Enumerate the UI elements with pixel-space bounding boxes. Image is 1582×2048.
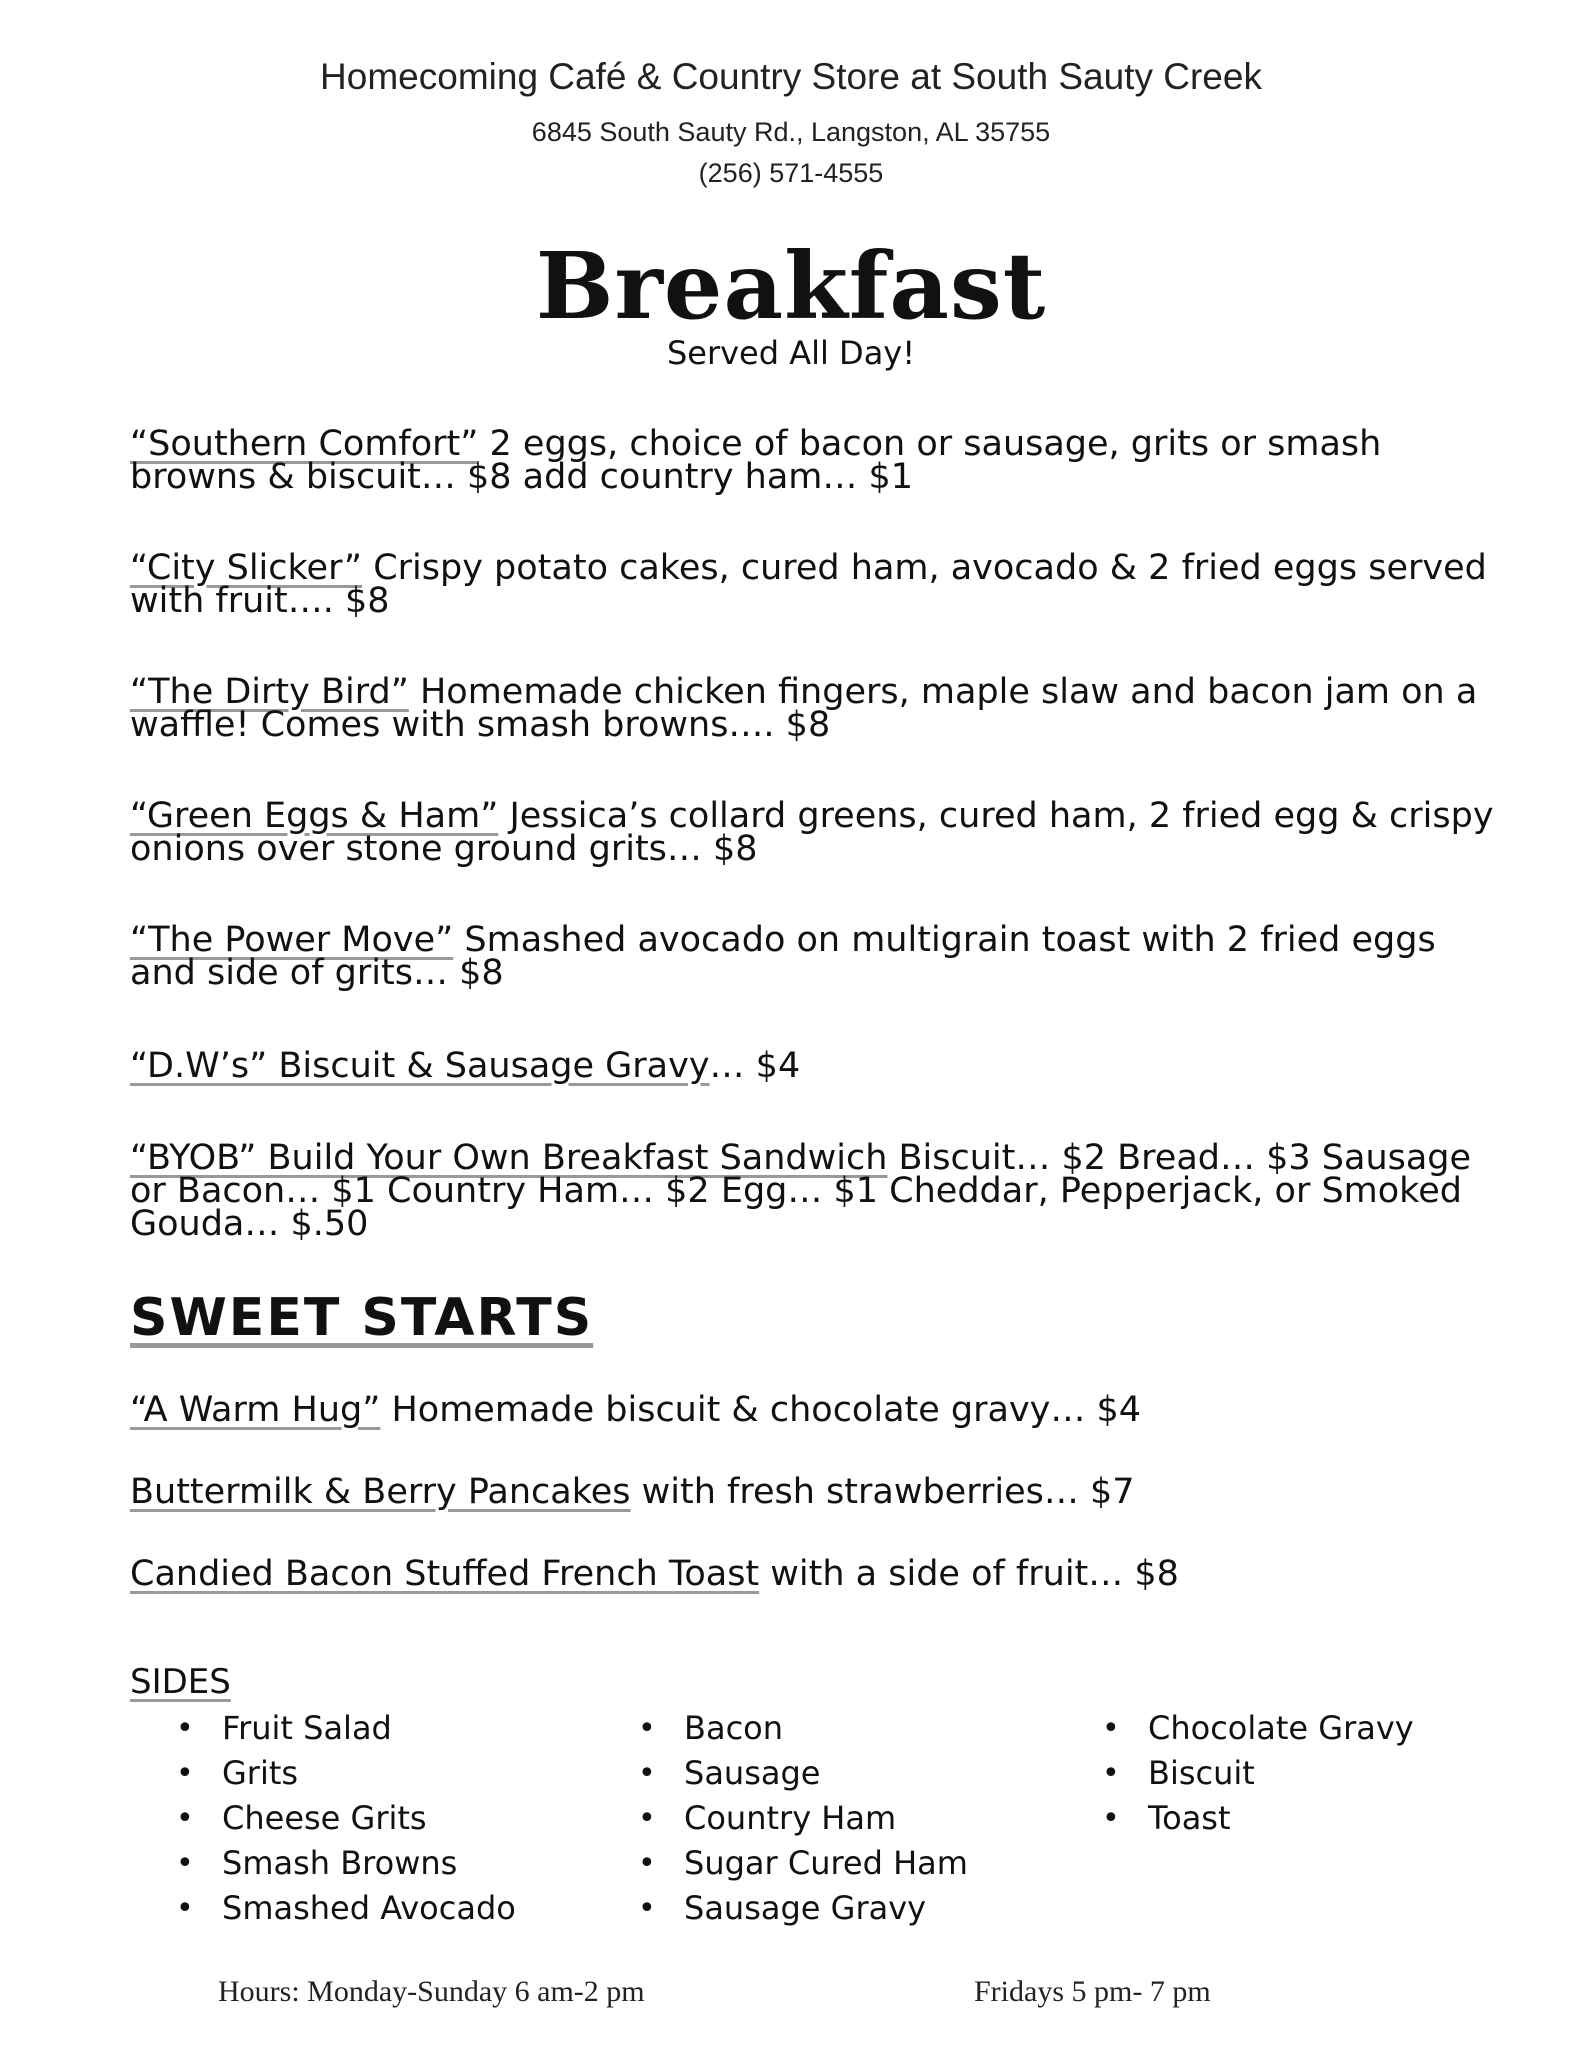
item-name: “A Warm Hug”: [130, 1390, 381, 1430]
side-item: • Sausage Gravy: [638, 1886, 968, 1931]
menu-item-french-toast: [130, 1554, 1500, 1594]
item-name: “The Power Move”: [130, 920, 454, 960]
side-item: • Toast: [1102, 1796, 1414, 1841]
cafe-address: 6845 South Sauty Rd., Langston, AL 35755: [531, 117, 1051, 147]
hours-text: Hours: Monday-Sunday 6 am-2 pm: [218, 1975, 645, 2008]
side-item: • Chocolate Gravy: [1102, 1706, 1414, 1751]
cafe-name: Homecoming Café & Country Store at South Sauty Creek: [320, 56, 1262, 97]
item-description: Jessica’s collard greens, cured ham, 2 fried egg & crispy onions over stone ground grits… $8: [130, 796, 1494, 869]
side-item: • Cheese Grits: [176, 1796, 516, 1841]
menu-item-southern-comfort: [130, 424, 1500, 497]
side-item: • Bacon: [638, 1706, 968, 1751]
menu-item-byob: [130, 1138, 1500, 1244]
menu-item-green-eggs-ham: [130, 796, 1500, 869]
sides-list-column-2: [638, 1706, 968, 1931]
side-item: • Sugar Cured Ham: [638, 1841, 968, 1886]
item-description: with fresh strawberries… $7: [630, 1472, 1135, 1512]
menu-item-biscuit-gravy: [130, 1046, 1500, 1086]
item-name: “D.W’s” Biscuit & Sausage Gravy: [130, 1046, 710, 1086]
sides-heading: SIDES: [130, 1662, 231, 1702]
menu-item-pancakes: [130, 1472, 1500, 1512]
cafe-phone: (256) 571-4555: [698, 158, 884, 188]
item-name: “City Slicker”: [130, 548, 363, 588]
sides-list-column-3: [1102, 1706, 1414, 1841]
sides-list-column-1: [176, 1706, 516, 1931]
item-description: Smashed avocado on multigrain toast with 2 fried eggs and side of grits… $8: [130, 920, 1436, 993]
side-item: • Sausage: [638, 1751, 968, 1796]
side-item: • Country Ham: [638, 1796, 968, 1841]
item-description: with a side of fruit… $8: [759, 1554, 1179, 1594]
menu-item-city-slicker: [130, 548, 1500, 621]
side-item: • Biscuit: [1102, 1751, 1414, 1796]
fridays-hours-text: Fridays 5 pm- 7 pm: [974, 1975, 1211, 2008]
item-name: Candied Bacon Stuffed French Toast: [130, 1554, 760, 1594]
menu-item-dirty-bird: [130, 672, 1500, 745]
side-item: • Smashed Avocado: [176, 1886, 516, 1931]
menu-item-power-move: [130, 920, 1500, 993]
item-name: “Southern Comfort”: [130, 424, 479, 464]
item-description: Biscuit… $2 Bread… $3 Sausage or Bacon… $1 Country Ham… $2 Egg… $1 Cheddar, Pepperjack, or Smoked Gouda… $.50: [130, 1138, 1472, 1244]
menu-subtitle: Served All Day!: [666, 334, 916, 372]
item-description: Homemade chicken fingers, maple slaw and bacon jam on a waffle! Comes with smash browns…. $8: [130, 672, 1478, 745]
item-description: 2 eggs, choice of bacon or sausage, grits or smash browns & biscuit… $8 add country ham… $1: [130, 424, 1382, 497]
menu-item-warm-hug: [130, 1390, 1500, 1430]
menu-title: Breakfast: [535, 232, 1047, 340]
item-name: Buttermilk & Berry Pancakes: [130, 1472, 631, 1512]
item-description: … $4: [709, 1046, 801, 1086]
item-description: Crispy potato cakes, cured ham, avocado & 2 fried eggs served with fruit…. $8: [130, 548, 1487, 621]
item-name: “Green Eggs & Ham”: [130, 796, 499, 836]
item-name: “BYOB” Build Your Own Breakfast Sandwich: [130, 1138, 888, 1178]
item-name: “The Dirty Bird”: [130, 672, 409, 712]
side-item: • Fruit Salad: [176, 1706, 516, 1751]
sweet-starts-heading: SWEET STARTS: [130, 1288, 594, 1348]
side-item: • Grits: [176, 1751, 516, 1796]
item-description: Homemade biscuit & chocolate gravy… $4: [380, 1390, 1142, 1430]
side-item: • Smash Browns: [176, 1841, 516, 1886]
